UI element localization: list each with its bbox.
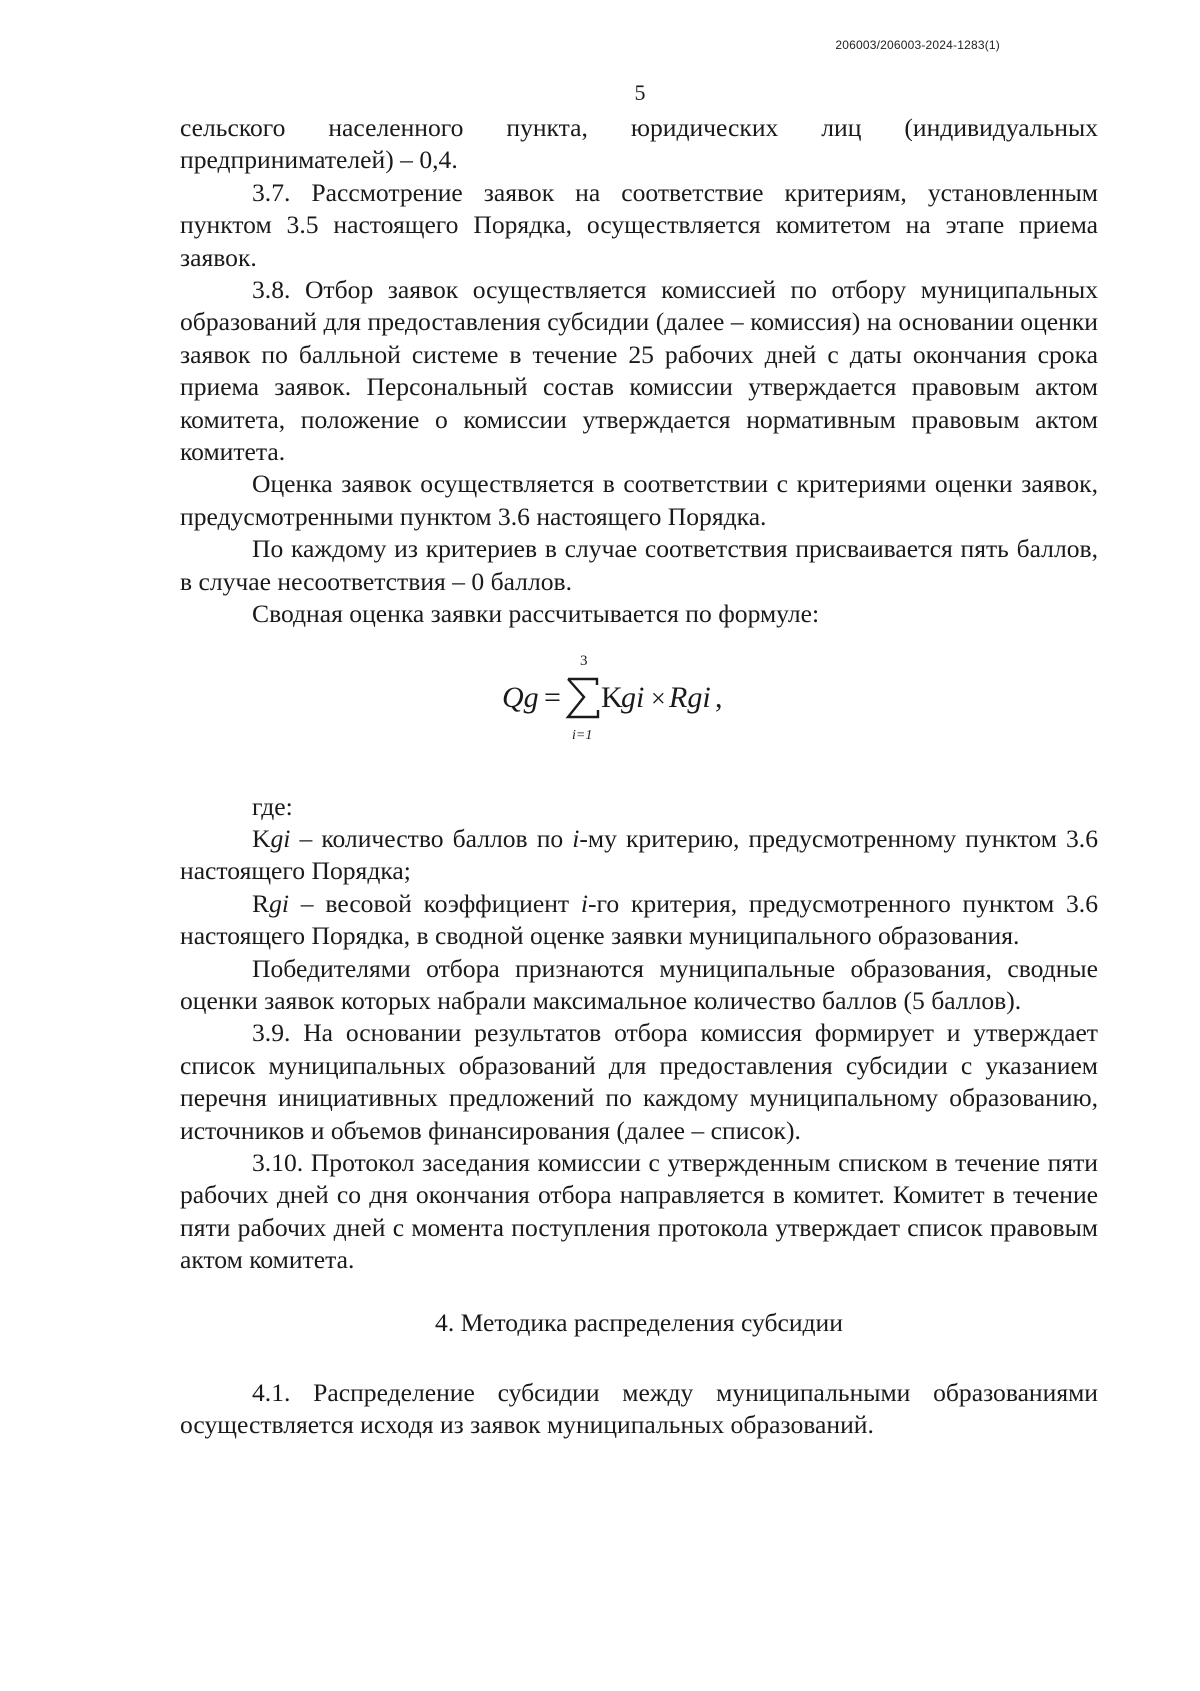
kgi-i: i xyxy=(572,823,580,853)
rgi-text-a: – весовой коэффициент xyxy=(289,888,581,918)
formula-block xyxy=(180,641,1098,791)
paragraph-continuation: сельского населенного пункта, юридических лиц (индивидуальных предпринимателей) – 0,4. xyxy=(180,113,1098,175)
formula-term-gi: gi xyxy=(621,680,645,714)
section-4-heading: 4. Методика распределения субсидии xyxy=(435,1307,843,1337)
rgi-text-b: -го критерия, предусмотренного пунктом 3.6 настоящего Порядка, в сводной оценке заявки муниципального образования. xyxy=(180,888,1098,951)
paragraph-3-8: 3.8. Отбор заявок осуществляется комиссией по отбору муниципальных образований для предоставления субсидии (далее – комиссия) на основании оценки заявок по балльной системе в течение 25 рабочих дней с даты окончания срока приема заявок. Персональный состав комиссии утверждается правовым актом комитета, положение о комиссии утверждается нормативным правовым актом комитета. xyxy=(180,275,1098,467)
paragraph-evaluation: Оценка заявок осуществляется в соответствии с критериями оценки заявок, предусмотренными пунктом 3.6 настоящего Порядка. xyxy=(180,469,1098,531)
paragraph-3-9: 3.9. На основании результатов отбора комиссия формирует и утверждает список муниципальных образований для предоставления субсидии с указанием перечня инициативных предложений по каждому муниципальному образованию, источников и объемов финансирования (далее – список). xyxy=(180,1018,1098,1145)
paragraph-4-1: 4.1. Распределение субсидии между муниципальными образованиями осуществляется исходя из заявок муниципальных образований. xyxy=(180,1378,1098,1440)
kgi-text-a: – количество баллов по xyxy=(290,823,573,853)
paragraph-formula-intro: Сводная оценка заявки рассчитывается по формуле: xyxy=(252,599,820,629)
formula-sum-lower: i=1 xyxy=(572,727,593,743)
paragraph-scoring: По каждому из критериев в случае соответствия присваивается пять баллов, в случае несоответствия – 0 баллов. xyxy=(180,534,1098,596)
kgi-symbol-prefix: K xyxy=(252,823,271,853)
formula-trailing-comma: , xyxy=(715,680,723,714)
paragraph-where: где: xyxy=(252,791,293,821)
formula-times: × xyxy=(651,683,666,713)
formula-sum-upper: 3 xyxy=(580,652,588,669)
formula-term-k: K xyxy=(601,680,623,714)
formula-lhs: Qg xyxy=(502,680,539,714)
paragraph-winners: Победителями отбора признаются муниципальные образования, сводные оценки заявок которых набрали максимальное количество баллов (5 баллов). xyxy=(180,953,1098,1015)
formula-term-r: Rgi xyxy=(669,680,711,714)
sum-icon xyxy=(568,679,598,717)
kgi-text-b: -му критерию, предусмотренному пунктом 3.6 настоящего Порядка; xyxy=(180,823,1098,886)
rgi-symbol-italic: gi xyxy=(269,888,289,918)
paragraph-kgi-definition xyxy=(180,823,1098,888)
page-body xyxy=(180,112,1098,1442)
paragraph-rgi-definition xyxy=(180,888,1098,953)
paragraph-3-10: 3.10. Протокол заседания комиссии с утвержденным списком в течение пяти рабочих дней со дня окончания отбора направляется в комитет. Комитет в течение пяти рабочих дней с момента поступления протокола утверждает список правовым актом комитета. xyxy=(180,1147,1098,1275)
rgi-symbol-prefix: R xyxy=(252,888,270,918)
page-number: 5 xyxy=(634,80,646,105)
rgi-i: i xyxy=(580,888,589,918)
paragraph-3-7: 3.7. Рассмотрение заявок на соответствие критериям, установленным пунктом 3.5 настоящего Порядка, осуществляется комитетом на этапе приема заявок. xyxy=(180,177,1098,272)
summary-score-formula xyxy=(502,645,762,755)
formula-equals: = xyxy=(544,680,561,714)
document-id: 206003/206003-2024-1283(1) xyxy=(835,38,1000,52)
kgi-symbol-italic: gi xyxy=(270,823,291,853)
